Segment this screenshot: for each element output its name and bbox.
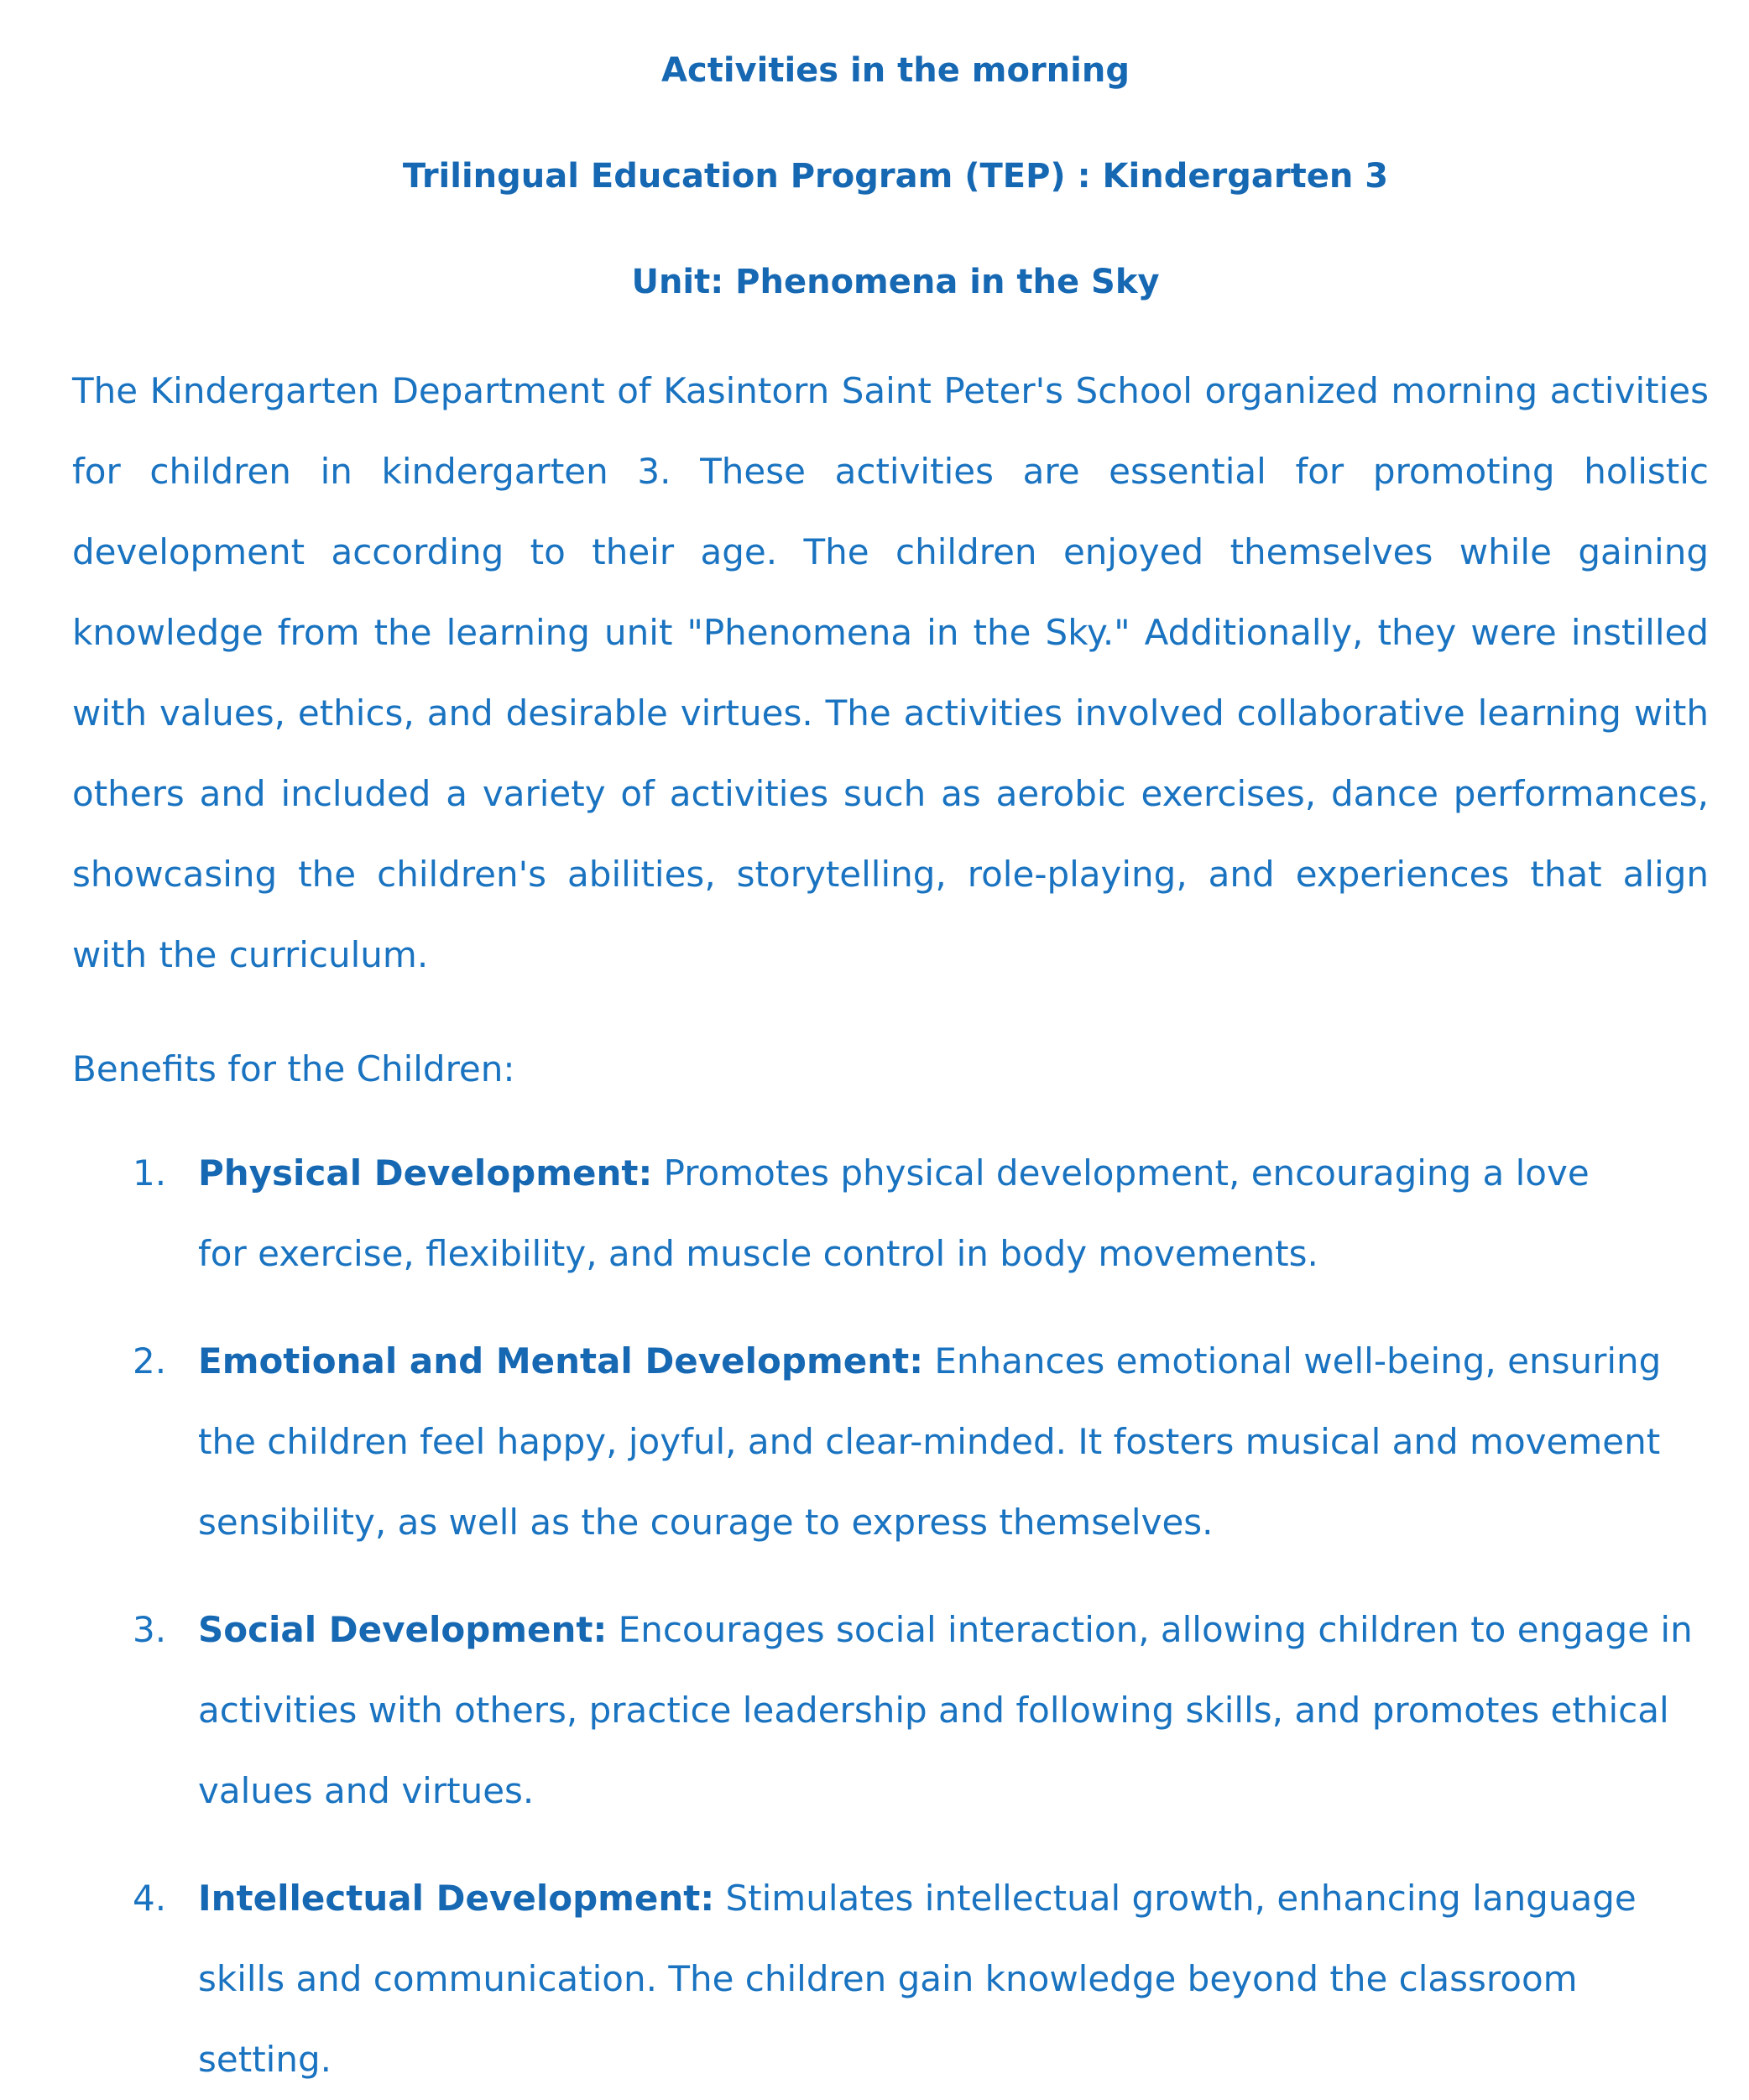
benefits-heading: Benefits for the Children: [72,1048,515,1089]
list-item-text: Encourages social interaction, allowing children to engage in activities with others, practice leadership and following skills, and promotes ethical values and virtues. [198,1609,1693,1811]
list-item-number: 4. [133,1878,167,1919]
document-title: Activities in the morning [661,51,1130,90]
benefits-list [72,1133,1709,2100]
list-item [72,1133,1642,1294]
list-item-term: Physical Development: [198,1152,653,1194]
list-item-text: Enhances emotional well-being, ensuring the children feel happy, joyful, and clear-minded. It fosters musical and movement sensibility, as well as the courage to express themselves. [198,1340,1662,1543]
intro-paragraph: The Kindergarten Department of Kasintorn Saint Peter's School organized morning activities for children in kindergarten 3. These activities are essential for promoting holistic development according to their age. The children enjoyed themselves while gaining knowledge from the learning unit "Phenomena in the Sky." Additionally, they were instilled with values, ethics, and desirable virtues. The activities involved collaborative learning with others and included a variety of activities such as aerobic exercises, dance performances, showcasing the children's abilities, storytelling, role-playing, and experiences that align with the curriculum. [72,370,1709,975]
list-item-term: Social Development: [198,1609,608,1650]
list-item-number: 2. [133,1340,167,1382]
list-item-text: Stimulates intellectual growth, enhancing language skills and communication. The children gain knowledge beyond the classroom setting. [198,1878,1637,2080]
list-item [72,1858,1717,2100]
list-item-term: Intellectual Development: [198,1878,715,1919]
program-subtitle: Trilingual Education Program (TEP) : Kindergarten 3 [402,157,1389,196]
list-item-term: Emotional and Mental Development: [198,1340,923,1382]
list-item [72,1321,1700,1563]
list-item-text: Promotes physical development, encouraging a love for exercise, flexibility, and muscle control in body movements. [198,1152,1590,1274]
list-item-number: 3. [133,1609,167,1650]
unit-subtitle: Unit: Phenomena in the Sky [631,263,1160,301]
list-item [72,1590,1700,1831]
list-item-number: 1. [133,1152,167,1194]
